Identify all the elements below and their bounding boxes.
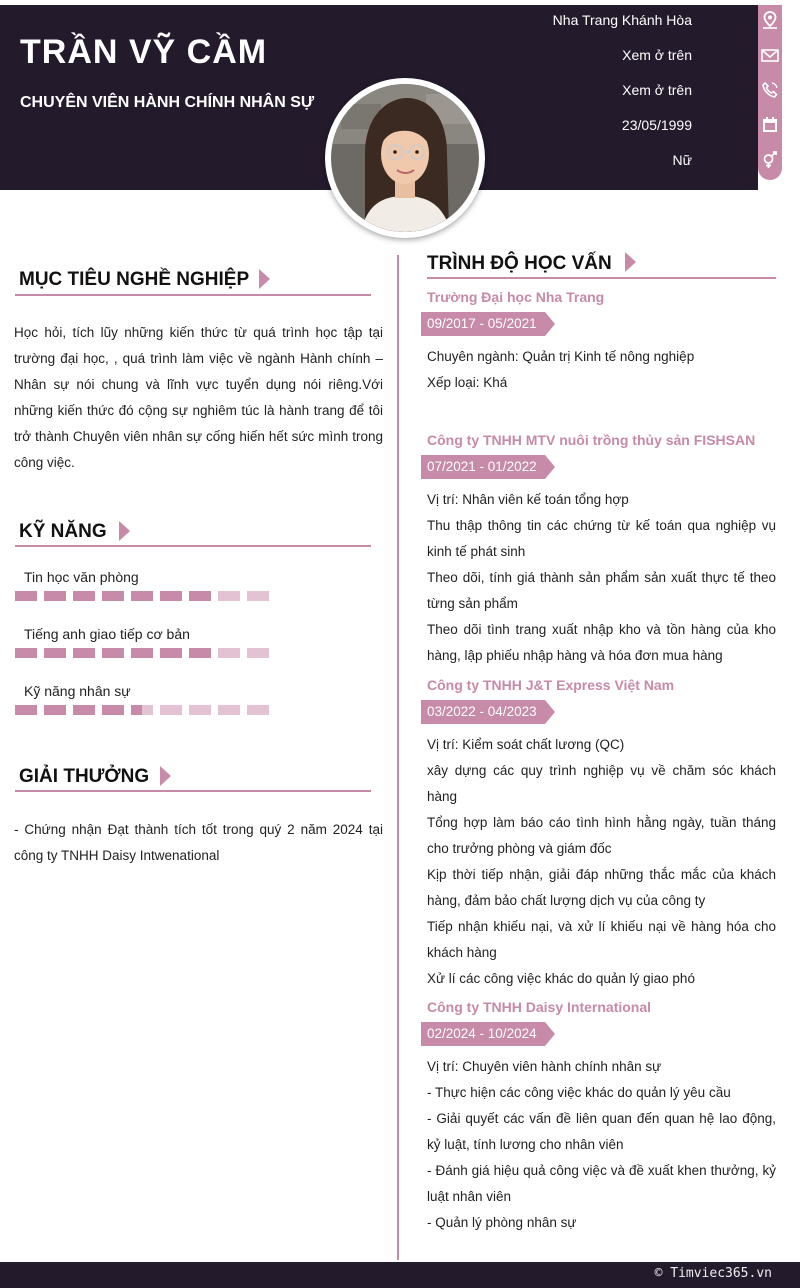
skill-segment <box>131 705 153 715</box>
calendar-icon <box>760 115 780 135</box>
job-date: 03/2022 - 04/2023 <box>421 700 545 724</box>
job-line: Thu thập thông tin các chứng từ kế toán qua nghiệp vụ kinh tế phát sinh <box>427 518 776 559</box>
skill-segment <box>218 705 240 715</box>
skills-title: KỸ NĂNG <box>19 521 107 542</box>
profile-photo <box>325 78 485 238</box>
job-line: Tổng hợp làm báo cáo tình hình hằng ngày, tuần tháng cho trưởng phòng và giám đốc <box>427 815 776 856</box>
job-title: CHUYÊN VIÊN HÀNH CHÍNH NHÂN SỰ <box>20 94 315 111</box>
job-line: - Giải quyết các vấn đề liên quan đến quan hệ lao động, kỷ luật, tính lương cho nhân viên <box>427 1111 776 1152</box>
skill-segment <box>102 648 124 658</box>
job-line: Theo dõi tình trang xuất nhập kho và tồn hàng của kho hàng, lập phiếu nhập hàng và hóa đơn mua hàng <box>427 622 776 663</box>
skill-segment <box>73 648 95 658</box>
column-divider <box>397 255 399 1260</box>
job-date: 02/2024 - 10/2024 <box>421 1022 545 1046</box>
objective-underline <box>15 294 371 296</box>
skill-bar <box>15 705 275 715</box>
section-arrow-icon <box>259 269 270 289</box>
skill-segment <box>15 591 37 601</box>
skill-segment <box>44 648 66 658</box>
job-line: Theo dõi, tính giá thành sản phẩm sản xuất thực tế theo từng sản phẩm <box>427 570 776 611</box>
skills-underline <box>15 545 371 547</box>
section-arrow-icon <box>160 766 171 786</box>
contact-phone: Xem ở trên <box>622 82 692 98</box>
mail-icon <box>760 45 780 65</box>
skill-bar <box>15 648 275 658</box>
skill-bar <box>15 591 275 601</box>
contact-icon-column <box>758 5 782 180</box>
gender-icon <box>760 150 780 170</box>
awards-text: - Chứng nhận Đạt thành tích tốt trong quý 2 năm 2024 tại công ty TNHH Daisy Intwenational <box>14 822 383 863</box>
skill-segment <box>189 591 211 601</box>
skill-segment <box>73 591 95 601</box>
skill-segment <box>15 705 37 715</box>
location-icon <box>760 10 780 30</box>
job-line: Tiếp nhận khiếu nại, và xử lí khiếu nại về hàng hóa cho khách hàng <box>427 919 776 960</box>
skill-segment <box>247 705 269 715</box>
skill-segment <box>218 648 240 658</box>
education-date: 09/2017 - 05/2021 <box>421 312 545 336</box>
skill-label-office: Tin học văn phòng <box>24 569 139 585</box>
portrait-image <box>331 84 479 232</box>
phone-icon <box>760 80 780 100</box>
awards-title: GIẢI THƯỞNG <box>19 766 150 787</box>
job-line: - Thực hiện các công việc khác do quản lý yêu cầu <box>427 1085 731 1100</box>
company-name: Công ty TNHH J&T Express Việt Nam <box>427 677 675 693</box>
skill-segment <box>160 705 182 715</box>
skill-segment <box>189 705 211 715</box>
skill-segment <box>73 705 95 715</box>
skill-segment <box>160 591 182 601</box>
job-line: Kịp thời tiếp nhận, giải đáp những thắc mắc của khách hàng, đảm bảo chất lượng dịch vụ của công ty <box>427 867 776 908</box>
skill-segment <box>44 705 66 715</box>
skill-segment <box>102 705 124 715</box>
skill-segment <box>218 591 240 601</box>
skill-segment <box>247 648 269 658</box>
education-underline <box>427 277 776 279</box>
job-line: Vị trí: Kiểm soát chất lương (QC) <box>427 737 625 752</box>
candidate-name: TRẦN VỸ CẦM <box>20 33 268 71</box>
company-name: Công ty TNHH Daisy International <box>427 999 652 1015</box>
skill-label-english: Tiếng anh giao tiếp cơ bản <box>24 626 190 642</box>
skill-segment <box>15 648 37 658</box>
footer-copyright: © Timviec365.vn <box>654 1266 772 1281</box>
skill-label-hr: Kỹ năng nhân sự <box>24 683 131 699</box>
skill-segment <box>189 648 211 658</box>
skill-segment <box>102 591 124 601</box>
section-arrow-icon <box>625 252 636 272</box>
skill-segment <box>131 591 153 601</box>
skill-segment <box>247 591 269 601</box>
company-name: Công ty TNHH MTV nuôi trồng thủy sản FISHSAN <box>427 432 756 448</box>
job-line: Vị trí: Nhân viên kế toán tổng hợp <box>427 492 629 507</box>
school-name: Trường Đại học Nha Trang <box>427 289 605 305</box>
job-date: 07/2021 - 01/2022 <box>421 455 545 479</box>
job-line: - Quản lý phòng nhân sự <box>427 1215 577 1230</box>
contact-birthday: 23/05/1999 <box>621 117 692 133</box>
awards-underline <box>15 790 371 792</box>
job-line: xây dựng các quy trình nghiệp vụ về chăm sóc khách hàng <box>427 763 776 804</box>
skill-segment <box>131 648 153 658</box>
objective-title: MỤC TIÊU NGHỀ NGHIỆP <box>19 269 250 290</box>
education-title: TRÌNH ĐỘ HỌC VẤN <box>427 253 612 274</box>
objective-text: Học hỏi, tích lũy những kiến thức từ quá trình học tập tại trường đại học, , quá trình làm việc về ngành Hành chính – Nhân sự nói chung và lĩnh vực tuyển dụng nói riêng.Với những kiến thức đó cộng sự nghiêm túc là hành trang để tôi trở thành Chuyên viên nhân sự cống hiến hết sức mình trong công việc. <box>14 325 383 470</box>
job-line: - Đánh giá hiệu quả công việc và đề xuất khen thưởng, kỷ luật nhân viên <box>427 1163 776 1204</box>
footer-bar <box>0 1262 800 1288</box>
skill-segment <box>44 591 66 601</box>
section-arrow-icon <box>119 521 130 541</box>
contact-gender: Nữ <box>672 152 692 168</box>
contact-location: Nha Trang Khánh Hòa <box>552 12 692 28</box>
education-line: Chuyên ngành: Quản trị Kinh tế nông nghiệp <box>427 349 695 364</box>
education-line: Xếp loại: Khá <box>427 375 508 390</box>
skill-segment <box>160 648 182 658</box>
job-line: Vị trí: Chuyên viên hành chính nhân sự <box>427 1059 662 1074</box>
contact-email: Xem ở trên <box>622 47 692 63</box>
job-line: Xử lí các công việc khác do quản lý giao phó <box>427 971 695 986</box>
